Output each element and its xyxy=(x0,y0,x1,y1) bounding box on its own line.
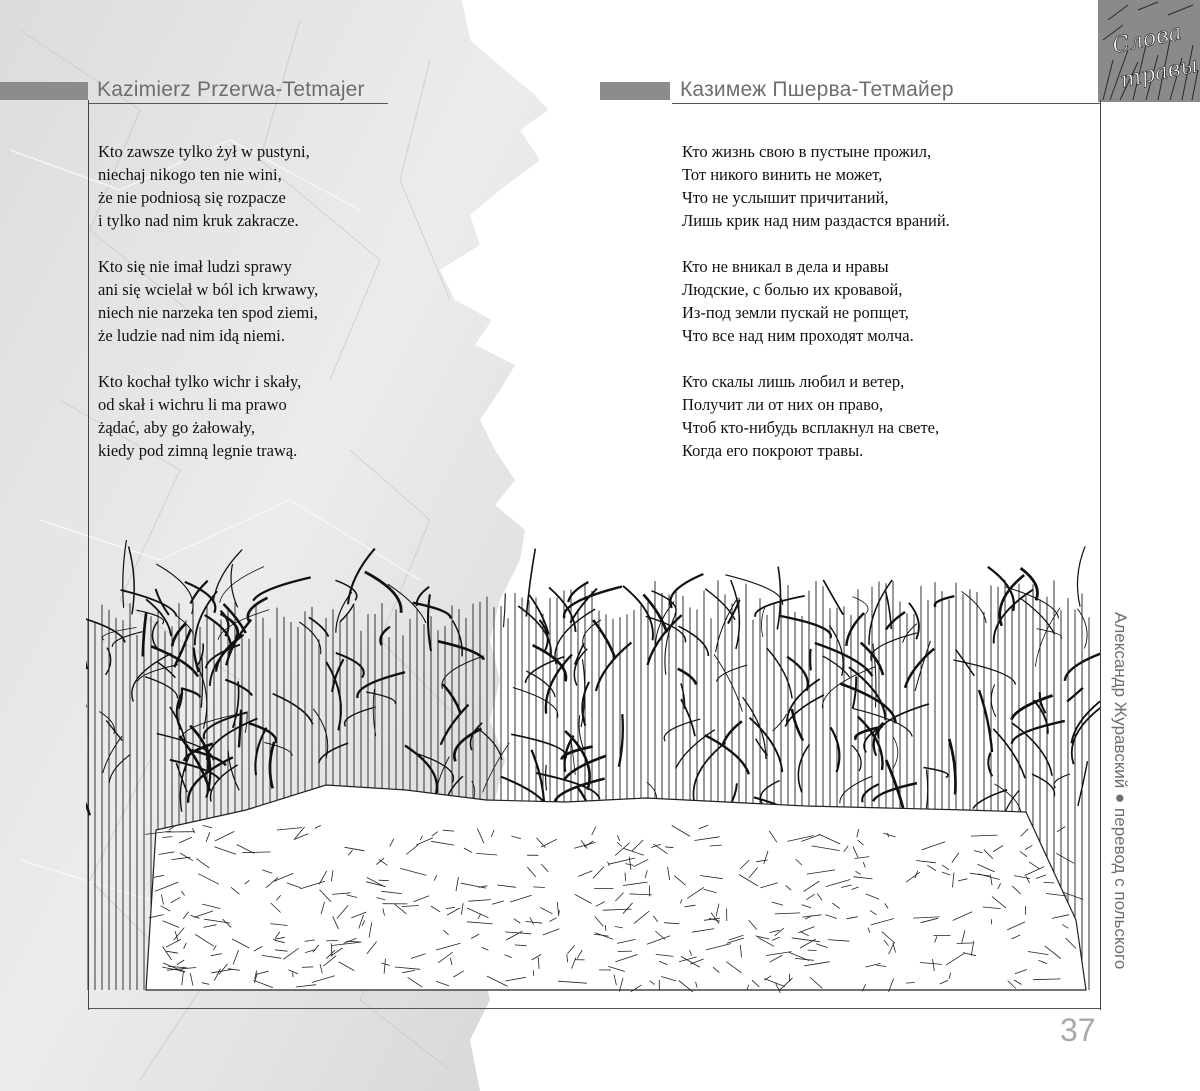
grass-stalk xyxy=(539,620,547,651)
grass-stalk xyxy=(582,682,589,726)
translation-note: перевод с польского xyxy=(1111,808,1130,970)
caption-separator: ● xyxy=(1111,793,1130,804)
grass-stalk xyxy=(146,599,171,636)
grass-stalk xyxy=(593,620,615,659)
grass-stalk xyxy=(619,714,623,767)
translator-name: Александр Журавский xyxy=(1111,612,1130,789)
grass-stalk xyxy=(1012,721,1065,744)
grass-stalk xyxy=(905,649,934,688)
poem-line: Kto się nie imał ludzi sprawy xyxy=(98,257,292,276)
grass-stalk xyxy=(86,616,87,669)
poem-line: Кто жизнь свою в пустыне прожил, xyxy=(682,142,932,161)
grass-stalk xyxy=(185,582,216,613)
stanza xyxy=(98,255,318,347)
grass-stalk xyxy=(810,649,811,671)
stanza xyxy=(98,370,318,462)
left-header-rule xyxy=(88,103,388,104)
poem-line: niechaj nikogo ten nie wini, xyxy=(98,165,282,184)
grass-stalk xyxy=(213,550,242,603)
right-header-rule xyxy=(672,103,1100,104)
svg-text:травы: травы xyxy=(1118,52,1200,94)
grass-stalk xyxy=(678,669,697,685)
poem-line: Кто не вникал в дела и нравы xyxy=(682,257,889,276)
grass-stalk xyxy=(705,589,735,620)
grass-stalk xyxy=(716,598,738,652)
grass-stalk xyxy=(973,790,1007,809)
grass-stalk xyxy=(253,577,311,600)
grass-stalk xyxy=(112,632,142,647)
poem-line: Лишь крик над ним раздастся враний. xyxy=(682,211,950,230)
grass-stalk xyxy=(670,574,703,608)
grass-stalk xyxy=(86,614,125,642)
grass-stalk xyxy=(106,648,111,675)
stanza xyxy=(682,140,950,232)
grass-stalk xyxy=(852,745,861,771)
grass-stalk xyxy=(546,765,547,790)
poem-line: Kto kochał tylko wichr i skały, xyxy=(98,372,302,391)
poem-line: Что не услышит причитаний, xyxy=(682,188,889,207)
grass-stalk xyxy=(145,677,177,699)
grass-stalk xyxy=(103,736,122,773)
grass-stalk xyxy=(477,728,502,760)
grass-stalk xyxy=(504,593,506,627)
stanza xyxy=(98,140,318,232)
grass-stalk xyxy=(853,677,856,709)
grass-stalk xyxy=(211,765,238,802)
poem-line: od skał i wichru li ma prawo xyxy=(98,395,287,414)
grass-stalk xyxy=(991,685,996,717)
grass-stalk xyxy=(871,633,917,662)
grass-stalk xyxy=(194,648,199,673)
grass-stalk xyxy=(299,622,321,654)
grass-stalk xyxy=(840,684,895,724)
russian-poem xyxy=(682,140,950,485)
poem-line: Чтоб кто-нибудь всплакнул на свете, xyxy=(682,418,940,437)
grass-stalk xyxy=(233,681,239,728)
grass-stalk xyxy=(123,540,127,608)
grass-stalk xyxy=(823,580,843,615)
poem-line: i tylko nad nim kruk zakracze. xyxy=(98,211,299,230)
grass-stalk xyxy=(511,734,566,758)
poem-line: kiedy pod zimną legnie trawą. xyxy=(98,441,298,460)
grass-stalk xyxy=(988,753,992,776)
grass-stalk xyxy=(273,694,313,725)
grass-stalk xyxy=(926,770,927,810)
grass-stalk xyxy=(1035,608,1060,667)
grass-stalk xyxy=(555,609,595,664)
grass-stalk xyxy=(143,612,147,657)
grass-stalk xyxy=(1011,696,1052,720)
left-header-bar xyxy=(0,82,88,100)
grass-stalk xyxy=(255,728,266,776)
grass-stalk xyxy=(822,656,849,677)
grass-stalk xyxy=(798,744,809,792)
grass-stalk xyxy=(366,692,395,704)
grass-stalk xyxy=(345,707,376,727)
grass-stalk xyxy=(664,719,700,741)
grass-stalk xyxy=(357,672,405,698)
grass-stalk xyxy=(1077,546,1085,606)
grass-stalk xyxy=(831,727,840,772)
poem-line: Из-под земли пускай не ропщет, xyxy=(682,303,909,322)
right-author-title: Казимеж Пшерва-Тетмайер xyxy=(680,78,954,101)
grass-grave-illustration xyxy=(86,540,1100,1010)
grave-mound xyxy=(146,785,1086,990)
grass-stalk xyxy=(693,742,725,802)
grass-stalk xyxy=(152,621,157,649)
grass-stalk xyxy=(949,739,955,795)
right-frame-line xyxy=(1100,100,1101,1010)
grass-stalk xyxy=(1078,761,1088,806)
svg-text:Слова: Слова xyxy=(1110,20,1184,60)
poem-line: Что все над ним проходят молча. xyxy=(682,326,914,345)
grass-stalk xyxy=(513,688,558,718)
grass-stalk xyxy=(853,597,869,614)
grass-stalk xyxy=(248,598,268,621)
grass-stalk xyxy=(365,572,401,613)
poem-line: niech nie narzeka ten spod ziemi, xyxy=(98,303,318,322)
grass-stalk xyxy=(454,729,481,762)
poem-line: Тот никого винить не может, xyxy=(682,165,883,184)
grass-stalk xyxy=(326,662,341,731)
stanza xyxy=(682,255,950,347)
left-author-title: Kazimierz Przerwa-Tetmajer xyxy=(97,78,365,101)
grass-stalk xyxy=(773,714,787,731)
poem-line: ani się wcielał w ból ich krwawy, xyxy=(98,280,319,299)
grass-stalk xyxy=(792,709,803,741)
page-number: 37 xyxy=(1060,1012,1096,1048)
grass-stalk xyxy=(270,742,274,788)
polish-poem xyxy=(98,140,318,485)
grass-stalk xyxy=(787,657,808,691)
poem-line: Когда его покроют травы. xyxy=(682,441,864,460)
grass-stalk xyxy=(596,643,632,692)
grass-stalk xyxy=(453,621,463,657)
slova-travy-logo xyxy=(1098,0,1200,102)
grass-stalk xyxy=(231,564,238,607)
grass-stalk xyxy=(156,564,193,614)
poem-line: Людские, с болью их кровавой, xyxy=(682,280,903,299)
poem-line: Kto zawsze tylko żył w pustyni, xyxy=(98,142,310,161)
grass-stalk xyxy=(846,613,864,646)
stanza xyxy=(682,370,950,462)
poem-line: żądać, aby go żałowały, xyxy=(98,418,255,437)
poem-line: że nie podniosą się rozpacze xyxy=(98,188,286,207)
grass-stalk xyxy=(264,743,292,756)
grass-stalk xyxy=(935,596,955,607)
grass-stalk xyxy=(961,591,986,623)
grass-stalk xyxy=(182,688,201,697)
translator-caption xyxy=(1110,612,1130,1032)
right-header-bar xyxy=(600,82,670,100)
poem-line: Получит ли от них он право, xyxy=(682,395,884,414)
grass-stalk xyxy=(886,612,905,630)
mound-hatch-stroke xyxy=(1056,853,1074,863)
grass-stalk xyxy=(570,589,597,623)
grass-stalk xyxy=(1032,774,1055,796)
poem-line: że ludzie nad nim idą niemi. xyxy=(98,326,285,345)
grass-stalk xyxy=(526,549,535,617)
grass-stalk xyxy=(761,607,764,637)
poem-line: Кто скалы лишь любил и ветер, xyxy=(682,372,905,391)
grass-stalk xyxy=(442,656,484,689)
grass-stalk xyxy=(886,592,892,629)
grass-stalk xyxy=(129,547,135,615)
grass-stalk xyxy=(109,755,130,783)
mound-hatch-stroke xyxy=(649,886,650,897)
grass-stalk xyxy=(201,655,202,708)
grass-stalk xyxy=(245,711,247,733)
grass-stalk xyxy=(979,690,992,752)
grass-stalk xyxy=(249,723,276,743)
